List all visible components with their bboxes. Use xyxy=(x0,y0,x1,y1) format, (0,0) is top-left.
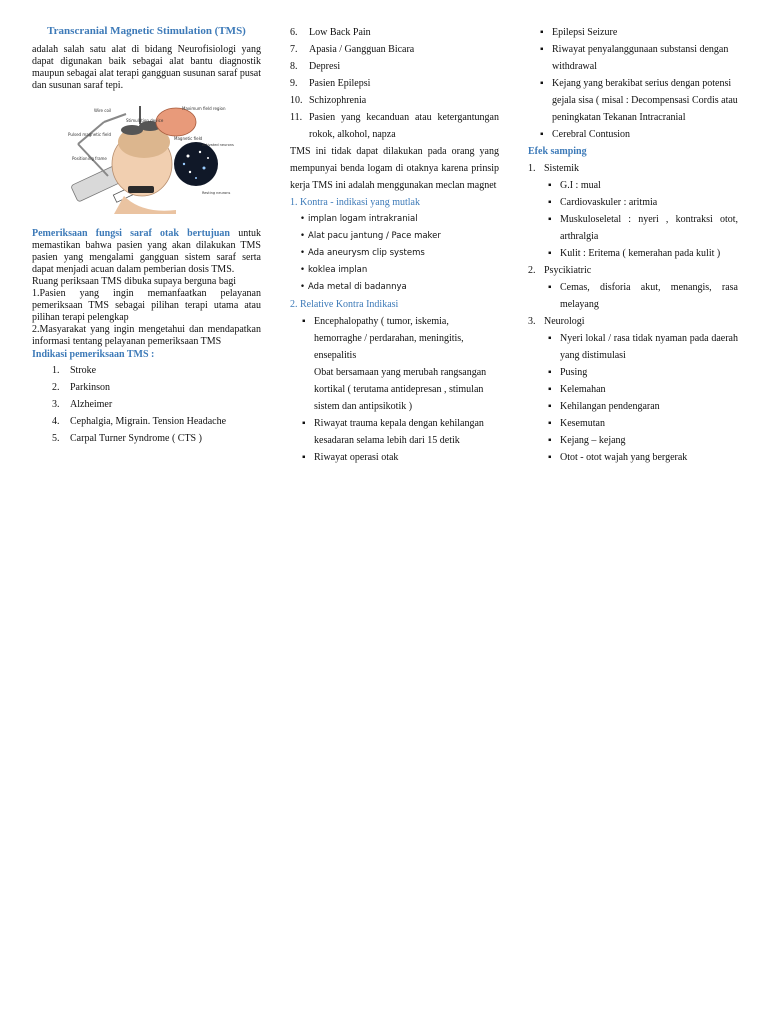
indication-text: Carpal Turner Syndrome ( CTS ) xyxy=(70,433,202,444)
side-effect-number: 1. xyxy=(528,163,536,174)
indication-text: Cephalgia, Migrain. Tension Headache xyxy=(70,416,227,427)
indication-item xyxy=(52,362,261,379)
side-effect-items xyxy=(548,177,738,262)
indications-list-a xyxy=(52,362,261,447)
side-effect-text: Otot - otot wajah yang bergerak xyxy=(560,452,688,463)
benefit-intro: Ruang periksaan TMS dibuka supaya berguna bagi xyxy=(32,276,237,287)
side-effect-item xyxy=(548,279,738,313)
indication-number: 6. xyxy=(290,27,298,38)
indication-item xyxy=(290,92,499,109)
benefit-item: 1.Pasien yang ingin memanfaatkan pelayanan pemeriksaan TMS sebagai pilihan terapi utama atau pilihan terapi pelengkap xyxy=(32,288,261,323)
document-title: Transcranial Magnetic Stimulation (TMS) xyxy=(47,25,246,37)
side-effect-text: Kulit : Eritema ( kemerahan pada kulit ) xyxy=(560,248,721,259)
bullet-icon: • xyxy=(300,265,306,275)
relative-contra-item xyxy=(540,24,738,41)
indication-text: Parkinson xyxy=(70,382,110,393)
side-effect-item xyxy=(548,330,738,364)
figure-label-magnetic-field: Magnetic field xyxy=(174,136,203,141)
indication-text: Alzheimer xyxy=(70,399,113,410)
indication-item xyxy=(290,75,499,92)
side-effect-item xyxy=(548,364,738,381)
bullet-icon: • xyxy=(300,248,306,258)
column-middle xyxy=(290,24,499,466)
side-effect-group xyxy=(528,262,738,279)
square-bullet-icon: ▪ xyxy=(540,27,544,38)
square-bullet-icon: ▪ xyxy=(548,367,552,378)
side-effect-item xyxy=(548,432,738,449)
side-effect-item xyxy=(548,177,738,194)
relative-contra-item xyxy=(302,313,499,415)
indication-number: 5. xyxy=(52,433,60,444)
bullet-icon: • xyxy=(300,282,306,292)
square-bullet-icon: ▪ xyxy=(540,78,544,89)
side-effect-item xyxy=(548,245,738,262)
side-effects-list xyxy=(528,160,738,466)
side-effect-text: Kejang – kejang xyxy=(560,435,626,446)
square-bullet-icon: ▪ xyxy=(540,129,544,140)
indication-item xyxy=(290,109,499,143)
relative-contra-body xyxy=(314,313,499,415)
indication-item xyxy=(290,41,499,58)
relative-contra-text: Riwayat trauma kepala dengan kehilangan kesadaran selama lebih dari 15 detik xyxy=(314,418,484,446)
relative-contra-text: Cerebral Contusion xyxy=(552,129,631,140)
bullet-icon: • xyxy=(300,231,306,241)
indications-list-b xyxy=(290,24,499,143)
side-effect-label: Psycikiatric xyxy=(544,265,592,276)
relative-contra-item xyxy=(302,449,499,466)
square-bullet-icon: ▪ xyxy=(548,197,552,208)
indication-text: Stroke xyxy=(70,365,97,376)
absolute-contra-text: Ada metal di badannya xyxy=(308,282,407,292)
square-bullet-icon: ▪ xyxy=(548,384,552,395)
relative-contra-body xyxy=(314,449,499,466)
relative-contra-body xyxy=(552,41,738,75)
indication-item xyxy=(52,430,261,447)
indication-number: 9. xyxy=(290,78,298,89)
side-effects-heading: Efek samping xyxy=(528,146,587,157)
benefit-item: 2.Masyarakat yang ingin mengetahui dan mendapatkan informasi tentang pelayanan pemeriksaan TMS xyxy=(32,324,261,347)
indication-text: Apasia / Gangguan Bicara xyxy=(309,44,415,55)
indication-item xyxy=(52,413,261,430)
side-effect-group xyxy=(528,313,738,330)
square-bullet-icon: ▪ xyxy=(540,44,544,55)
side-effect-text: Kelemahan xyxy=(560,384,606,395)
relative-contra-text: Epilepsi Seizure xyxy=(552,27,618,38)
column-left xyxy=(32,24,261,447)
purpose-paragraph xyxy=(32,228,261,276)
side-effect-item xyxy=(548,449,738,466)
absolute-contra-text: Ada aneurysm clip systems xyxy=(308,248,425,258)
relative-contra-list-b xyxy=(540,24,738,143)
side-effect-item xyxy=(548,415,738,432)
side-effect-text: Nyeri lokal / rasa tidak nyaman pada daerah yang distimulasi xyxy=(560,333,738,361)
side-effect-item xyxy=(548,398,738,415)
square-bullet-icon: ▪ xyxy=(548,333,552,344)
absolute-contra-text: Alat pacu jantung / Pace maker xyxy=(308,231,441,241)
side-effect-label: Sistemik xyxy=(544,163,580,174)
indication-number: 11. xyxy=(290,112,303,123)
indication-number: 2. xyxy=(52,382,60,393)
square-bullet-icon: ▪ xyxy=(302,452,306,463)
tms-note: TMS ini tidak dapat dilakukan pada orang yang mempunyai benda logam di otaknya karena prinsip kerja TMS ini adalah menggunakan meclan magnet xyxy=(290,146,499,191)
indication-item xyxy=(52,379,261,396)
relative-contra-body xyxy=(552,24,738,41)
side-effect-text: Muskuloseletal : nyeri , kontraksi otot, arthralgia xyxy=(560,214,738,242)
absolute-contra-item xyxy=(300,279,499,296)
indication-item xyxy=(290,24,499,41)
figure-label-resting-neurons: Resting neurons xyxy=(202,191,231,195)
side-effect-text: G.I : mual xyxy=(560,180,601,191)
relative-contra-text: Riwayat penyalanggunaan substansi dengan withdrawal xyxy=(552,44,729,72)
relative-contra-heading: 2. Relative Kontra Indikasi xyxy=(290,299,399,310)
indication-number: 10. xyxy=(290,95,303,106)
square-bullet-icon: ▪ xyxy=(548,282,552,293)
indication-text: Pasien yang kecanduan atau ketergantungan rokok, alkohol, napza xyxy=(309,112,499,140)
figure-label-wire-coil: Wire coil xyxy=(94,108,112,113)
side-effect-text: Kesemutan xyxy=(560,418,605,429)
side-effect-item xyxy=(548,211,738,245)
indication-text: Pasien Epilepsi xyxy=(309,78,371,89)
side-effect-item xyxy=(548,381,738,398)
square-bullet-icon: ▪ xyxy=(548,452,552,463)
square-bullet-icon: ▪ xyxy=(548,435,552,446)
relative-contra-body xyxy=(552,126,738,143)
indications-heading: Indikasi pemeriksaan TMS : xyxy=(32,349,155,360)
relative-contra-item xyxy=(540,126,738,143)
figure-label-positioning-frame: Positioning frame xyxy=(72,156,107,161)
purpose-heading: Pemeriksaan fungsi saraf otak bertujuan xyxy=(32,228,230,239)
bullet-icon: • xyxy=(300,214,306,224)
absolute-contra-text: implan logam intrakranial xyxy=(308,214,418,224)
relative-contra-body xyxy=(552,75,738,126)
side-effect-group xyxy=(528,160,738,177)
absolute-contra-item xyxy=(300,245,499,262)
side-effect-text: Pusing xyxy=(560,367,588,378)
side-effect-text: Cardiovaskuler : aritmia xyxy=(560,197,658,208)
purpose-text: untuk memastikan bahwa pasien yang akan dilakukan TMS pasien yang mengalami gangguan sistem saraf serta dapat menjadi acuan dalam pemberian dosis TMS. xyxy=(32,228,261,275)
indication-text: Depresi xyxy=(309,61,341,72)
side-effect-number: 3. xyxy=(528,316,536,327)
side-effect-text: Cemas, disforia akut, menangis, rasa melayang xyxy=(560,282,738,310)
indication-item xyxy=(290,58,499,75)
column-right xyxy=(528,24,738,466)
tms-illustration xyxy=(64,102,234,214)
absolute-contra-item xyxy=(300,262,499,279)
absolute-contra-list xyxy=(300,211,499,296)
indication-number: 4. xyxy=(52,416,60,427)
square-bullet-icon: ▪ xyxy=(548,214,552,225)
side-effect-number: 2. xyxy=(528,265,536,276)
square-bullet-icon: ▪ xyxy=(548,180,552,191)
absolute-contra-text: koklea implan xyxy=(308,265,368,275)
square-bullet-icon: ▪ xyxy=(302,316,306,327)
indication-text: Low Back Pain xyxy=(309,27,371,38)
relative-contra-item xyxy=(540,75,738,126)
figure-label-activated-neurons: Activated neurons xyxy=(202,143,234,147)
indication-number: 8. xyxy=(290,61,298,72)
absolute-contra-item xyxy=(300,228,499,245)
relative-contra-text: Encephalopathy ( tumor, iskemia, hemorraghe / perdarahan, meningitis, ensepalitis xyxy=(314,316,464,361)
absolute-contra-item xyxy=(300,211,499,228)
relative-contra-item xyxy=(302,415,499,449)
square-bullet-icon: ▪ xyxy=(548,248,552,259)
relative-contra-text: Riwayat operasi otak xyxy=(314,452,399,463)
side-effect-items xyxy=(548,279,738,313)
relative-contra-list-a xyxy=(302,313,499,466)
relative-contra-extra: Obat bersamaan yang merubah rangsangan kortikal ( terutama antidepresan , stimulan sistem dan antipsikotik ) xyxy=(314,367,487,412)
side-effect-label: Neurologi xyxy=(544,316,585,327)
square-bullet-icon: ▪ xyxy=(548,418,552,429)
indication-number: 3. xyxy=(52,399,60,410)
relative-contra-text: Kejang yang berakibat serius dengan potensi gejala sisa ( misal : Decompensasi Cordis atau peningkatan Tekanan Intracranial xyxy=(552,78,738,123)
side-effect-item xyxy=(548,194,738,211)
side-effect-items xyxy=(548,330,738,466)
figure-label-maximum-field: Maximum field region xyxy=(182,106,226,111)
indication-item xyxy=(52,396,261,413)
relative-contra-body xyxy=(314,415,499,449)
indication-number: 7. xyxy=(290,44,298,55)
figure-label-pulsed-field: Pulsed magnetic field xyxy=(68,132,112,137)
indication-text: Schizophrenia xyxy=(309,95,367,106)
intro-paragraph: adalah salah satu alat di bidang Neurofisiologi yang dapat digunakan baik sebagai alat bantu diagnostik maupun sebagai alat terapi gangguan susunan saraf pusat dan susunan saraf tepi. xyxy=(32,44,261,91)
side-effect-text: Kehilangan pendengaran xyxy=(560,401,660,412)
figure-label-stimulation-device: Stimulation device xyxy=(126,118,164,123)
square-bullet-icon: ▪ xyxy=(302,418,306,429)
indication-number: 1. xyxy=(52,365,60,376)
absolute-contra-heading: 1. Kontra - indikasi yang mutlak xyxy=(290,197,420,208)
relative-contra-item xyxy=(540,41,738,75)
square-bullet-icon: ▪ xyxy=(548,401,552,412)
